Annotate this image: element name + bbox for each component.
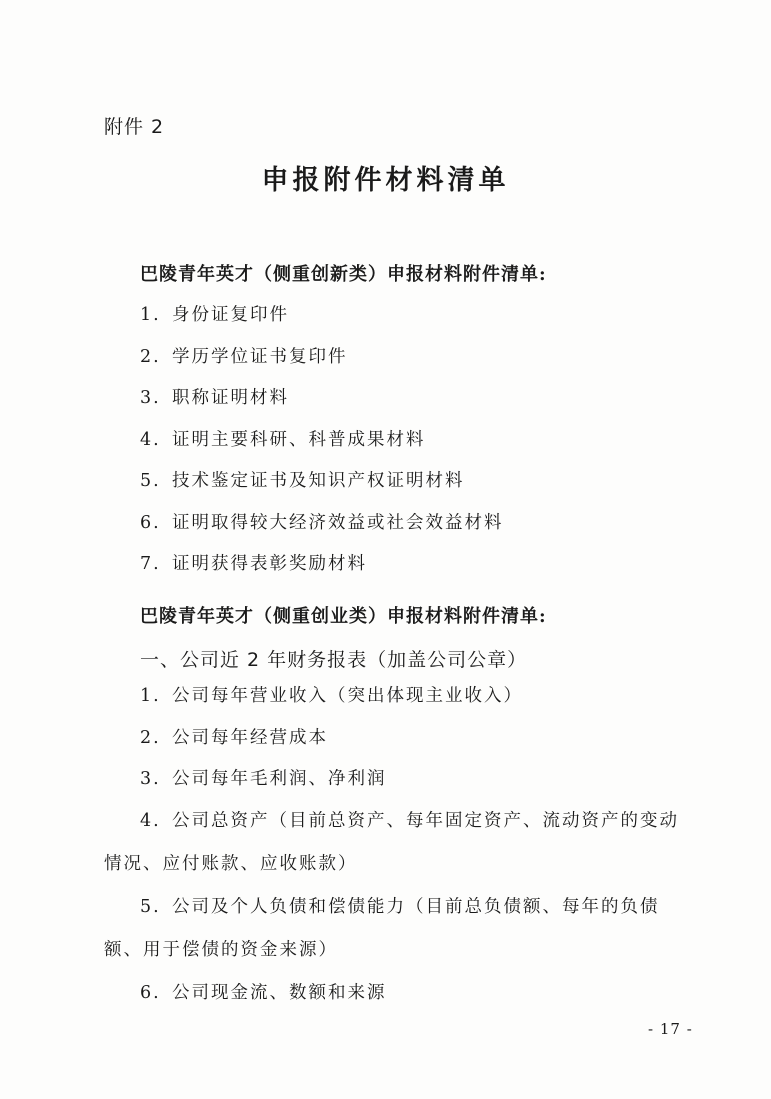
item-text: 公司总资产（目前总资产、每年固定资产、流动资产的变动情况、应付账款、应收账款）	[104, 811, 679, 874]
item-number: 2.	[140, 727, 161, 748]
list-item	[140, 759, 523, 801]
item-text: 证明主要科研、科普成果材料	[172, 429, 426, 450]
item-text: 公司现金流、数额和来源	[172, 983, 387, 1003]
item-number: 5.	[140, 471, 161, 491]
list-item	[140, 503, 504, 545]
item-text: 身份证复印件	[172, 305, 289, 325]
item-number: 3.	[140, 769, 161, 789]
item-text: 公司及个人负债和偿债能力（目前总负债额、每年的负债额、用于偿债的资金来源）	[104, 897, 660, 960]
page-number: - 17 -	[648, 1020, 693, 1038]
item-number: 6.	[140, 983, 161, 1003]
list-item	[140, 676, 523, 718]
item-text: 证明获得表彰奖励材料	[172, 554, 367, 574]
list-item	[104, 886, 684, 972]
item-text: 公司每年营业收入（突出体现主业收入）	[172, 686, 523, 706]
item-text: 公司每年经营成本	[172, 727, 328, 748]
item-number: 7.	[140, 554, 161, 574]
list-item	[140, 420, 504, 462]
financial-report-subheading: 一、公司近 2 年财务报表（加盖公司公章）	[140, 649, 528, 671]
list-item	[104, 800, 684, 886]
item-text: 公司每年毛利润、净利润	[172, 769, 387, 789]
list-item	[140, 973, 387, 1015]
item-text: 证明取得较大经济效益或社会效益材料	[172, 512, 504, 533]
section-heading-entrepreneurship: 巴陵青年英才（侧重创业类）申报材料附件清单:	[140, 606, 547, 627]
item-text: 职称证明材料	[172, 388, 289, 408]
innovation-materials-list	[140, 295, 504, 586]
item-number: 4.	[140, 811, 161, 831]
list-item	[140, 544, 504, 586]
item-text: 技术鉴定证书及知识产权证明材料	[172, 471, 465, 491]
item-number: 6.	[140, 512, 161, 533]
item-number: 2.	[140, 346, 161, 367]
item-number: 4.	[140, 429, 161, 450]
financial-materials-list	[140, 676, 523, 801]
item-number: 3.	[140, 388, 161, 408]
list-item	[140, 718, 523, 760]
item-number: 5.	[140, 897, 161, 917]
item-text: 学历学位证书复印件	[172, 346, 348, 367]
list-item	[140, 295, 504, 337]
attachment-label: 附件 2	[104, 116, 165, 138]
item-number: 1.	[140, 305, 161, 325]
item-number: 1.	[140, 686, 161, 706]
document-title: 申报附件材料清单	[261, 165, 510, 196]
list-item	[140, 461, 504, 503]
list-item	[140, 378, 504, 420]
section-heading-innovation: 巴陵青年英才（侧重创新类）申报材料附件清单:	[140, 264, 547, 285]
list-item	[140, 337, 504, 379]
